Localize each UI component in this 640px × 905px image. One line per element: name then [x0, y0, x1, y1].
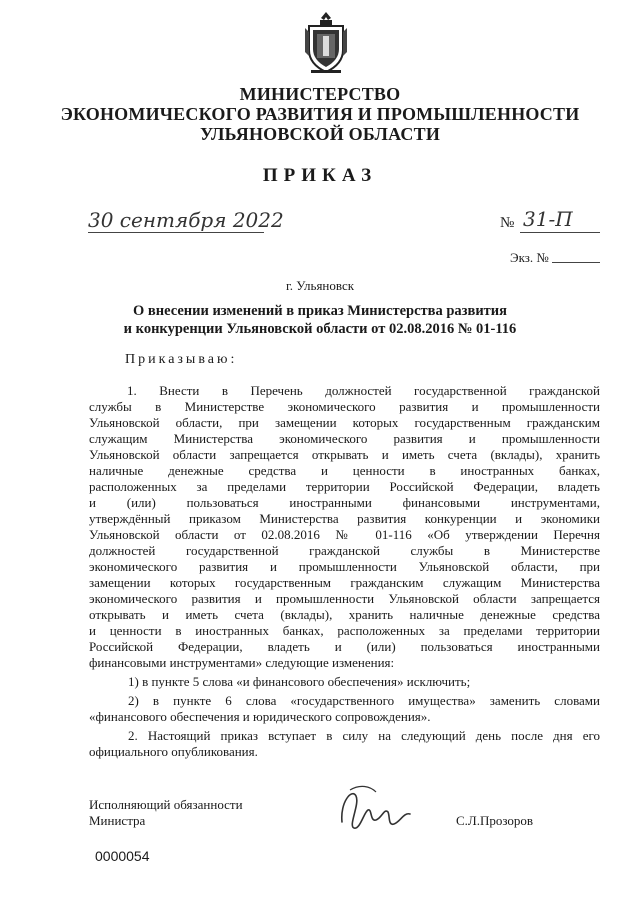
- ministry-title-line3: УЛЬЯНОВСКОЙ ОБЛАСТИ: [199, 124, 441, 144]
- body-line: 2) в пункте 6 слова «государственного имущества» заменить словами: [128, 693, 600, 708]
- body-line: и ценности в иностранных банках, расположенных за пределами территории: [89, 623, 600, 638]
- document-type-title: ПРИКАЗ: [262, 165, 378, 186]
- body-line: расположенных за пределами территории Российской Федерации, владеть: [89, 479, 600, 494]
- body-line: Российской Федерации, владеть и (или) пользоваться иностранными: [89, 639, 600, 654]
- subject-line1: О внесении изменений в приказ Министерства развития: [133, 303, 507, 319]
- coat-of-arms-emblem: [301, 10, 351, 74]
- body-line: Ульяновской области, при замещении которых государственным гражданским: [89, 415, 600, 430]
- body-line: Ульяновской области от 02.08.2016 № 01-116 «Об утверждении Перечня: [89, 527, 600, 542]
- body-line: финансовыми инструментами» следующие изменения:: [89, 655, 395, 670]
- signatory-title-line2: Министра: [89, 813, 146, 828]
- city: г. Ульяновск: [285, 278, 355, 293]
- body-line: 2. Настоящий приказ вступает в силу на следующий день после дня его: [128, 728, 600, 743]
- body-line: должностей государственной гражданской службы в Министерстве: [89, 543, 600, 558]
- preamble: Приказываю:: [125, 352, 238, 367]
- number-underline: [520, 232, 600, 233]
- handwritten-number: 31-П: [523, 207, 573, 231]
- body-line: замещении которых государственным гражданским служащим Министерства: [89, 575, 600, 590]
- body-line: официального опубликования.: [89, 744, 258, 759]
- handwritten-signature: [330, 782, 420, 838]
- ministry-title-line1: МИНИСТЕРСТВО: [239, 84, 401, 104]
- signatory-name: С.Л.Прозоров: [456, 813, 534, 828]
- body-line: «финансового обеспечения и юридического сопровождения».: [89, 709, 431, 724]
- date-underline: [88, 232, 264, 233]
- body-line: 1) в пункте 5 слова «и финансового обеспечения» исключить;: [128, 674, 471, 689]
- body-line: и (или) пользоваться иностранными финансовыми инструментами,: [89, 495, 600, 510]
- subject-line2: и конкуренции Ульяновской области от 02.08.2016 № 01-116: [123, 321, 517, 337]
- body-line: Ульяновской области запрещается открывать и иметь счета (вклады), хранить: [89, 447, 600, 462]
- handwritten-date: 30 сентября 2022: [88, 208, 284, 232]
- body-line: 1. Внести в Перечень должностей государственной гражданской: [127, 383, 600, 398]
- body-line: утверждённый приказом Министерства развития конкуренции и экономики: [89, 511, 600, 526]
- body-line: служащим Министерства экономического развития и промышленности: [89, 431, 600, 446]
- ministry-title-line2: ЭКОНОМИЧЕСКОГО РАЗВИТИЯ И ПРОМЫШЛЕННОСТИ: [60, 104, 580, 124]
- body-line: наличные денежные средства и ценности в иностранных банках,: [89, 463, 600, 478]
- number-label: №: [500, 215, 515, 231]
- body-line: экономического развития и промышленности Ульяновской области запрещается: [89, 591, 600, 606]
- body-line: экономического развития и промышленности Ульяновской области, при: [89, 559, 600, 574]
- copy-number-blank: [552, 262, 600, 263]
- signatory-title-line1: Исполняющий обязанности: [89, 797, 243, 812]
- copy-number-label: Экз. №: [510, 250, 549, 265]
- body-line: службы в Министерстве экономического развития и промышленности: [89, 399, 600, 414]
- registry-number: 0000054: [95, 848, 150, 864]
- body-line: открывать и иметь счета (вклады), хранить наличные денежные средства: [89, 607, 600, 622]
